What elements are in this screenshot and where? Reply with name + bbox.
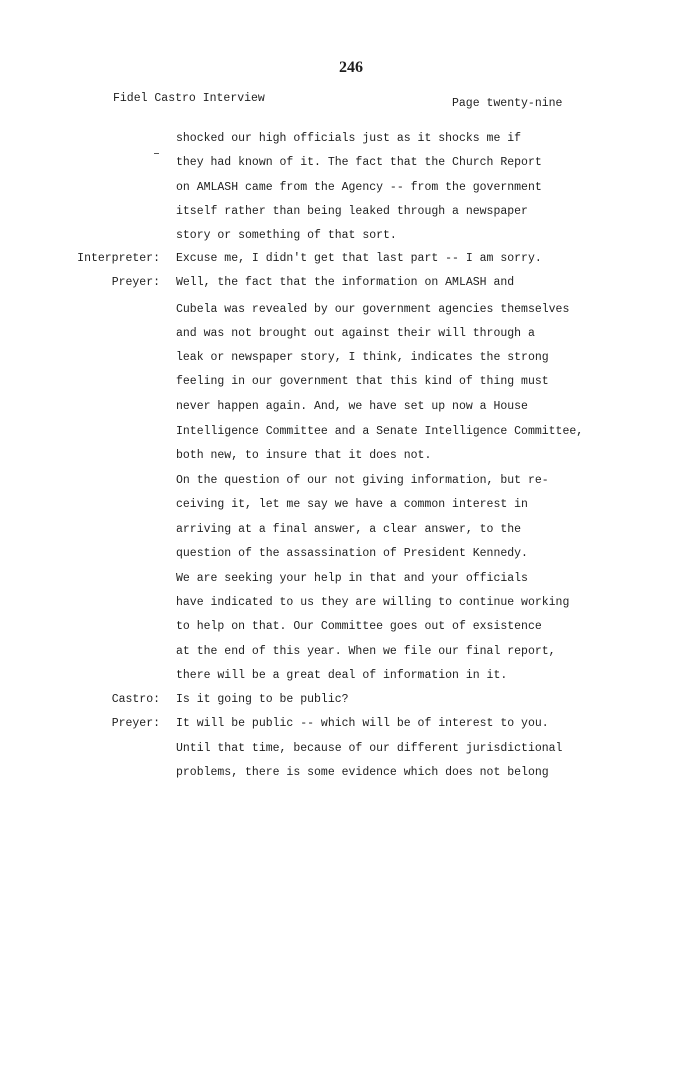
transcript-line: both new, to insure that it does not. [176,449,432,462]
transcript-line: Until that time, because of our different jurisdictional [176,742,563,755]
transcript-line: Cubela was revealed by our government agencies themselves [176,303,570,316]
transcript-line: leak or newspaper story, I think, indicates the strong [176,351,549,364]
transcript-line: have indicated to us they are willing to continue working [176,596,570,609]
transcript-line: and was not brought out against their will through a [176,327,535,340]
page-number: 246 [339,59,363,76]
speaker-label: Interpreter: [77,252,160,265]
transcript-line: Intelligence Committee and a Senate Intelligence Committee, [176,425,584,438]
transcript-line: Is it going to be public? [176,693,349,706]
transcript-line: there will be a great deal of information in it. [176,669,508,682]
speaker-label: Castro: [111,693,160,706]
transcript-line: Well, the fact that the information on AMLASH and [176,276,515,289]
speaker-label: Preyer: [111,276,160,289]
transcript-line: on AMLASH came from the Agency -- from the government [176,181,542,194]
transcript-line: story or something of that sort. [176,229,397,242]
transcript-line: feeling in our government that this kind of thing must [176,375,549,388]
transcript-line: ceiving it, let me say we have a common interest in [176,498,528,511]
transcript-line: arriving at a final answer, a clear answer, to the [176,523,522,536]
transcript-line: On the question of our not giving information, but re- [176,474,549,487]
document-title: Fidel Castro Interview [113,92,265,105]
transcript-line: they had known of it. The fact that the Church Report [176,156,542,169]
page-label: Page twenty-nine [452,97,563,110]
transcript-line: question of the assassination of President Kennedy. [176,547,528,560]
transcript-line: to help on that. Our Committee goes out of exsistence [176,620,542,633]
transcript-line: at the end of this year. When we file our final report, [176,645,556,658]
transcript-line: We are seeking your help in that and your officials [176,572,528,585]
speaker-label: Preyer: [111,717,160,730]
transcript-line: shocked our high officials just as it shocks me if [176,132,522,145]
transcript-line: It will be public -- which will be of interest to you. [176,717,549,730]
stray-mark [154,153,159,154]
transcript-line: itself rather than being leaked through a newspaper [176,205,528,218]
transcript-line: problems, there is some evidence which does not belong [176,766,549,779]
transcript-line: never happen again. And, we have set up now a House [176,400,528,413]
transcript-line: Excuse me, I didn't get that last part -- I am sorry. [176,252,542,265]
